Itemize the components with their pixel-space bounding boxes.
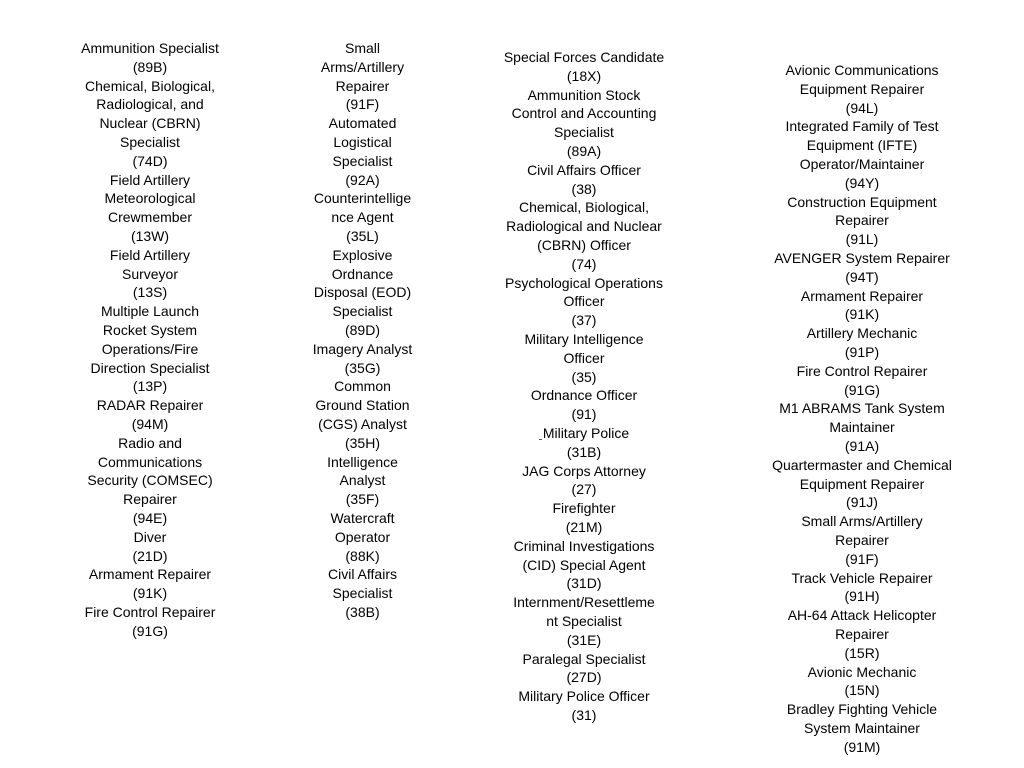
job-line: (94M) — [131, 415, 169, 432]
job-line: Operator — [334, 528, 391, 545]
job-line: (38B) — [345, 603, 380, 620]
job-line: Bradley Fighting Vehicle — [786, 701, 938, 718]
job-line: Surveyor — [121, 265, 179, 282]
job-line: Nuclear (CBRN) — [99, 115, 201, 132]
job-line: (21D) — [132, 547, 168, 564]
job-line: Maintainer — [829, 419, 895, 436]
job-line: Artillery Mechanic — [806, 325, 918, 342]
job-line: (74) — [571, 255, 597, 272]
job-line: Control and Accounting — [511, 105, 657, 122]
job-line: Imagery Analyst — [312, 340, 413, 357]
job-line: Equipment Repairer — [799, 80, 925, 97]
job-line: (91M) — [843, 738, 881, 755]
job-line: Radiological, and — [96, 96, 204, 113]
job-line: Common — [334, 378, 391, 395]
job-line: (27) — [571, 481, 597, 498]
job-line: (27D) — [566, 669, 602, 686]
job-line: Equipment Repairer — [799, 475, 925, 492]
job-line: Specialist — [332, 585, 393, 602]
job-line: (94E) — [132, 509, 168, 526]
job-line: Meteorological — [104, 190, 196, 207]
job-line: (94L) — [845, 99, 879, 116]
job-line: Specialist — [554, 124, 614, 141]
job-line: (89A) — [566, 142, 602, 159]
job-line: M1 ABRAMS Tank System — [779, 400, 945, 417]
job-line: Arms/Artillery — [320, 58, 405, 75]
job-line: (91) — [571, 406, 597, 423]
job-line: Ordnance — [331, 265, 394, 282]
job-line: (13P) — [132, 378, 168, 395]
job-line: Chemical, Biological, — [519, 199, 649, 216]
job-line: (37) — [571, 312, 597, 329]
job-line: RADAR Repairer — [96, 397, 204, 414]
job-line: (91G) — [132, 622, 168, 639]
job-line: Field Artillery — [109, 171, 191, 188]
job-line: Multiple Launch — [100, 303, 200, 320]
job-line: (31) — [571, 706, 597, 723]
job-line: (13S) — [132, 284, 168, 301]
job-line: Fire Control Repairer — [796, 362, 928, 379]
hyperlink-marker — [539, 439, 542, 440]
job-line: Watercraft — [330, 509, 395, 526]
job-line: (91L) — [845, 231, 879, 248]
job-list-column-2 — [300, 39, 425, 622]
job-line: AH-64 Attack Helicopter — [787, 607, 937, 624]
job-line: Special Forces Candidate — [503, 49, 665, 65]
job-line: (CBRN) Officer — [537, 236, 631, 253]
job-line: Small Arms/Artillery — [801, 513, 923, 530]
job-line: Chemical, Biological, — [85, 77, 215, 94]
job-line: AVENGER System Repairer — [774, 249, 950, 266]
job-line: (94Y) — [844, 174, 880, 191]
job-line: (74D) — [132, 152, 168, 169]
job-line: Armament Repairer — [88, 566, 212, 583]
job-line: Equipment (IFTE) — [806, 137, 918, 154]
job-line: Disposal (EOD) — [313, 284, 412, 301]
job-line: Operator/Maintainer — [799, 155, 925, 172]
job-line: Repairer — [835, 531, 889, 548]
job-line: Criminal Investigations — [513, 537, 655, 554]
job-line: (35L) — [346, 227, 379, 244]
job-line: Specialist — [332, 152, 393, 169]
job-line: (94T) — [845, 268, 879, 285]
job-line: Track Vehicle Repairer — [791, 569, 933, 586]
job-line: (89B) — [132, 58, 168, 75]
job-line: Civil Affairs — [328, 566, 397, 583]
job-line: (31E) — [566, 631, 602, 648]
job-line: (35) — [571, 368, 597, 385]
job-line: (31D) — [566, 575, 602, 592]
job-line: Intelligence — [327, 453, 398, 470]
job-line: (18X) — [566, 67, 602, 84]
job-line: Construction Equipment — [787, 193, 937, 210]
job-line: Quartermaster and Chemical — [772, 456, 952, 473]
job-line: Paralegal Specialist — [522, 650, 646, 667]
job-line: Explosive — [332, 246, 393, 263]
job-line: Psychological Operations — [505, 274, 663, 291]
job-line: JAG Corps Attorney — [522, 462, 646, 479]
job-line: Military Intelligence — [524, 330, 644, 347]
job-line: (89D) — [344, 321, 380, 338]
job-line: (21M) — [565, 518, 603, 535]
job-line: Logistical — [333, 133, 392, 150]
job-line: Crewmember — [107, 209, 192, 226]
job-line: Security (COMSEC) — [87, 472, 213, 489]
job-line: (91H) — [844, 588, 880, 605]
job-line: Repairer — [123, 491, 177, 508]
job-list-column-3 — [494, 48, 674, 725]
job-line: (15N) — [844, 682, 880, 699]
job-line: (15R) — [844, 644, 880, 661]
job-line: Internment/Resettleme — [513, 594, 655, 611]
job-line: Civil Affairs Officer — [527, 161, 641, 178]
job-line: Firefighter — [552, 500, 616, 517]
job-line: Specialist — [120, 133, 180, 150]
job-line: (91F) — [845, 550, 879, 567]
job-line: Repairer — [835, 625, 889, 642]
job-line: Officer — [563, 349, 605, 366]
job-line: Armament Repairer — [800, 287, 924, 304]
job-line: Radio and — [118, 434, 182, 451]
job-line: (91P) — [844, 343, 880, 360]
job-line: Automated — [328, 115, 397, 132]
job-line: (31B) — [566, 443, 602, 460]
job-line: (CID) Special Agent — [522, 556, 646, 573]
job-line: (91J) — [846, 494, 878, 511]
job-line: nce Agent — [331, 209, 394, 226]
job-line: (35G) — [344, 359, 381, 376]
job-line: Radiological and Nuclear — [506, 218, 662, 235]
job-line: (91F) — [345, 96, 380, 113]
job-line: (35H) — [344, 434, 380, 451]
job-line: Ammunition Specialist — [81, 40, 219, 56]
job-line: (38) — [571, 180, 597, 197]
job-line: Integrated Family of Test — [785, 118, 939, 135]
job-line: (35F) — [345, 491, 380, 508]
job-line: Officer — [563, 293, 605, 310]
job-list-column-1 — [72, 39, 228, 641]
job-line: Rocket System — [102, 321, 198, 338]
job-line: Military Police — [494, 424, 674, 443]
job-line: (91A) — [844, 437, 880, 454]
job-line: Avionic Mechanic — [807, 663, 917, 680]
job-line: (13W) — [130, 227, 170, 244]
job-line: Operations/Fire — [101, 340, 199, 357]
job-line: (91K) — [132, 585, 168, 602]
job-line: (91G) — [844, 381, 880, 398]
job-line: Avionic Communications — [785, 62, 939, 78]
job-line: (CGS) Analyst — [318, 415, 407, 432]
job-line: Ground Station — [315, 397, 410, 414]
job-line: Counterintellige — [313, 190, 412, 207]
job-line: Field Artillery — [109, 246, 191, 263]
job-line: Diver — [133, 528, 167, 545]
job-line: Ammunition Stock — [527, 86, 641, 103]
job-list-column-4 — [752, 61, 972, 756]
job-line: (88K) — [345, 547, 380, 564]
job-line: Repairer — [835, 212, 889, 229]
job-line: nt Specialist — [546, 612, 622, 629]
job-line: Repairer — [335, 77, 390, 94]
job-line: Communications — [97, 453, 203, 470]
job-line: (92A) — [345, 171, 380, 188]
job-line: Military Police Officer — [518, 688, 650, 705]
job-line: Fire Control Repairer — [84, 603, 216, 620]
job-line: Specialist — [332, 303, 393, 320]
job-line: Direction Specialist — [90, 359, 210, 376]
job-line: Small — [344, 40, 380, 56]
job-line: (91K) — [844, 306, 880, 323]
job-line: Analyst — [339, 472, 386, 489]
job-line: Ordnance Officer — [530, 387, 638, 404]
job-line: System Maintainer — [804, 719, 920, 736]
